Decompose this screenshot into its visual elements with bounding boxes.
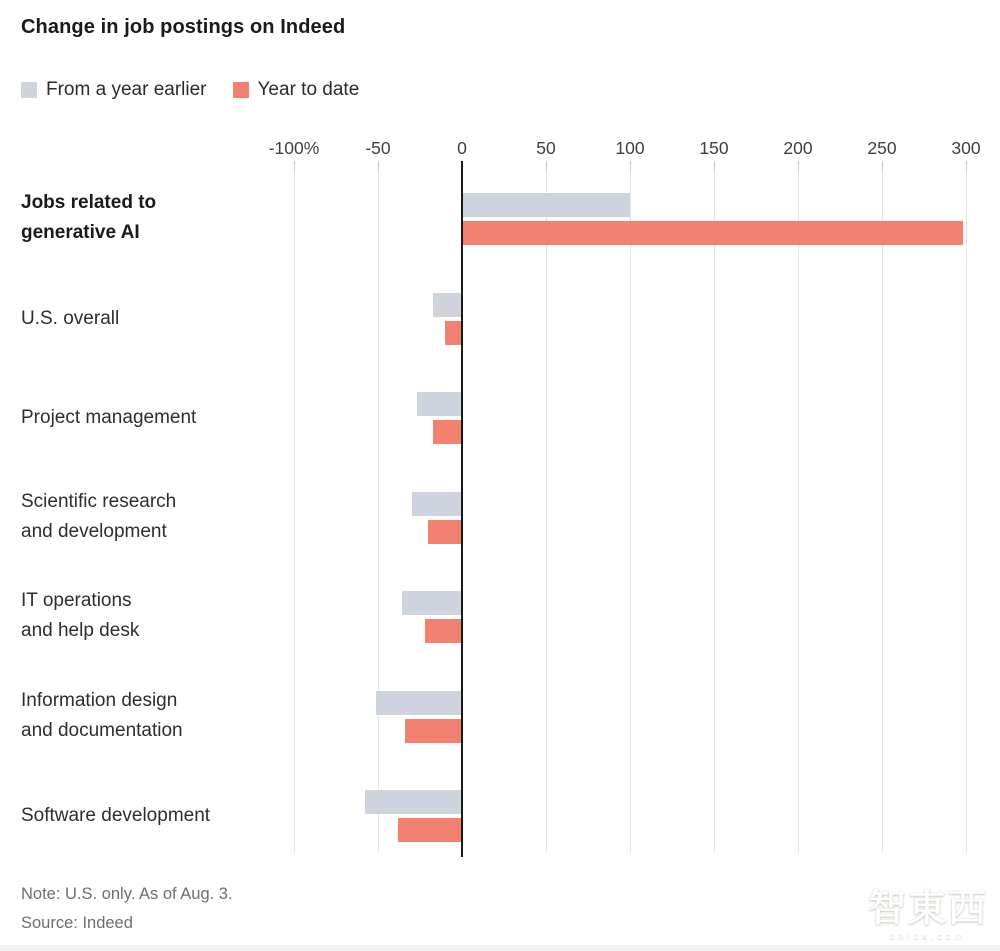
category-label-line: Software development	[21, 805, 211, 826]
bar-year-to-date-1	[445, 321, 461, 345]
gridline-100	[630, 171, 631, 853]
gridline--50	[378, 171, 379, 853]
category-label-line: U.S. overall	[21, 307, 120, 329]
category-label-0	[21, 188, 271, 248]
x-tick-label--100: -100%	[268, 138, 320, 158]
x-tick-label-200: 200	[783, 138, 813, 158]
gridline--100	[294, 171, 295, 853]
bar-year-earlier-1	[433, 293, 461, 317]
x-tick-300	[966, 161, 967, 171]
bar-year-to-date-5	[405, 719, 461, 743]
gridline-250	[882, 171, 883, 853]
bar-year-to-date-0	[463, 221, 963, 245]
bar-year-earlier-3	[412, 492, 461, 516]
category-label-3	[21, 487, 271, 547]
category-label-line: Information design	[21, 689, 178, 711]
category-label-line: and help desk	[21, 620, 140, 641]
x-tick--100	[294, 161, 295, 171]
legend-label-from-year-earlier: From a year earlier	[46, 79, 207, 100]
gridline-200	[798, 171, 799, 853]
x-tick-50	[546, 161, 547, 171]
bar-year-to-date-3	[428, 520, 461, 544]
legend-label-year-to-date: Year to date	[257, 79, 360, 100]
x-tick-label--50: -50	[365, 138, 391, 158]
category-label-line: IT operations	[21, 590, 132, 611]
gridline-50	[546, 171, 547, 853]
bottom-edge-strip	[0, 945, 1000, 951]
bar-year-earlier-2	[417, 392, 461, 416]
category-label-5	[21, 686, 271, 746]
x-tick-label-250: 250	[867, 138, 897, 158]
x-tick--50	[378, 161, 379, 171]
category-label-1	[21, 304, 271, 334]
footnote	[21, 880, 233, 938]
category-label-line: Jobs related to	[21, 192, 157, 213]
bar-year-to-date-6	[398, 818, 461, 842]
category-label-6	[21, 801, 271, 831]
watermark	[868, 889, 988, 943]
category-label-2	[21, 403, 271, 433]
watermark-logo: 智東西	[867, 888, 988, 930]
bar-year-earlier-5	[376, 691, 461, 715]
x-tick-label-150: 150	[699, 138, 729, 158]
gridline-300	[966, 171, 967, 853]
x-tick-label-0: 0	[457, 138, 467, 158]
category-label-line: generative AI	[21, 222, 140, 243]
x-tick-label-300: 300	[951, 138, 981, 158]
x-tick-label-100: 100	[615, 138, 645, 158]
chart-title: Change in job postings on Indeed	[21, 16, 346, 38]
x-tick-100	[630, 161, 631, 171]
x-tick-150	[714, 161, 715, 171]
category-label-4	[21, 586, 271, 646]
category-label-line: and development	[21, 520, 167, 542]
x-tick-200	[798, 161, 799, 171]
x-tick-label-50: 50	[536, 138, 556, 158]
category-label-line: Project management	[21, 407, 197, 428]
category-label-line: and documentation	[21, 719, 183, 741]
x-tick-250	[882, 161, 883, 171]
bar-year-to-date-4	[425, 619, 461, 643]
watermark-site: zhidx.com	[889, 931, 967, 941]
category-label-line: Scientific research	[21, 490, 177, 512]
note-text: Note: U.S. only. As of Aug. 3.	[21, 885, 233, 903]
bar-year-earlier-4	[402, 591, 461, 615]
bar-year-to-date-2	[433, 420, 461, 444]
bar-year-earlier-6	[365, 790, 461, 814]
gridline-150	[714, 171, 715, 853]
source-text: Source: Indeed	[21, 914, 133, 932]
bar-year-earlier-0	[463, 193, 630, 217]
zero-axis-line	[461, 170, 463, 857]
